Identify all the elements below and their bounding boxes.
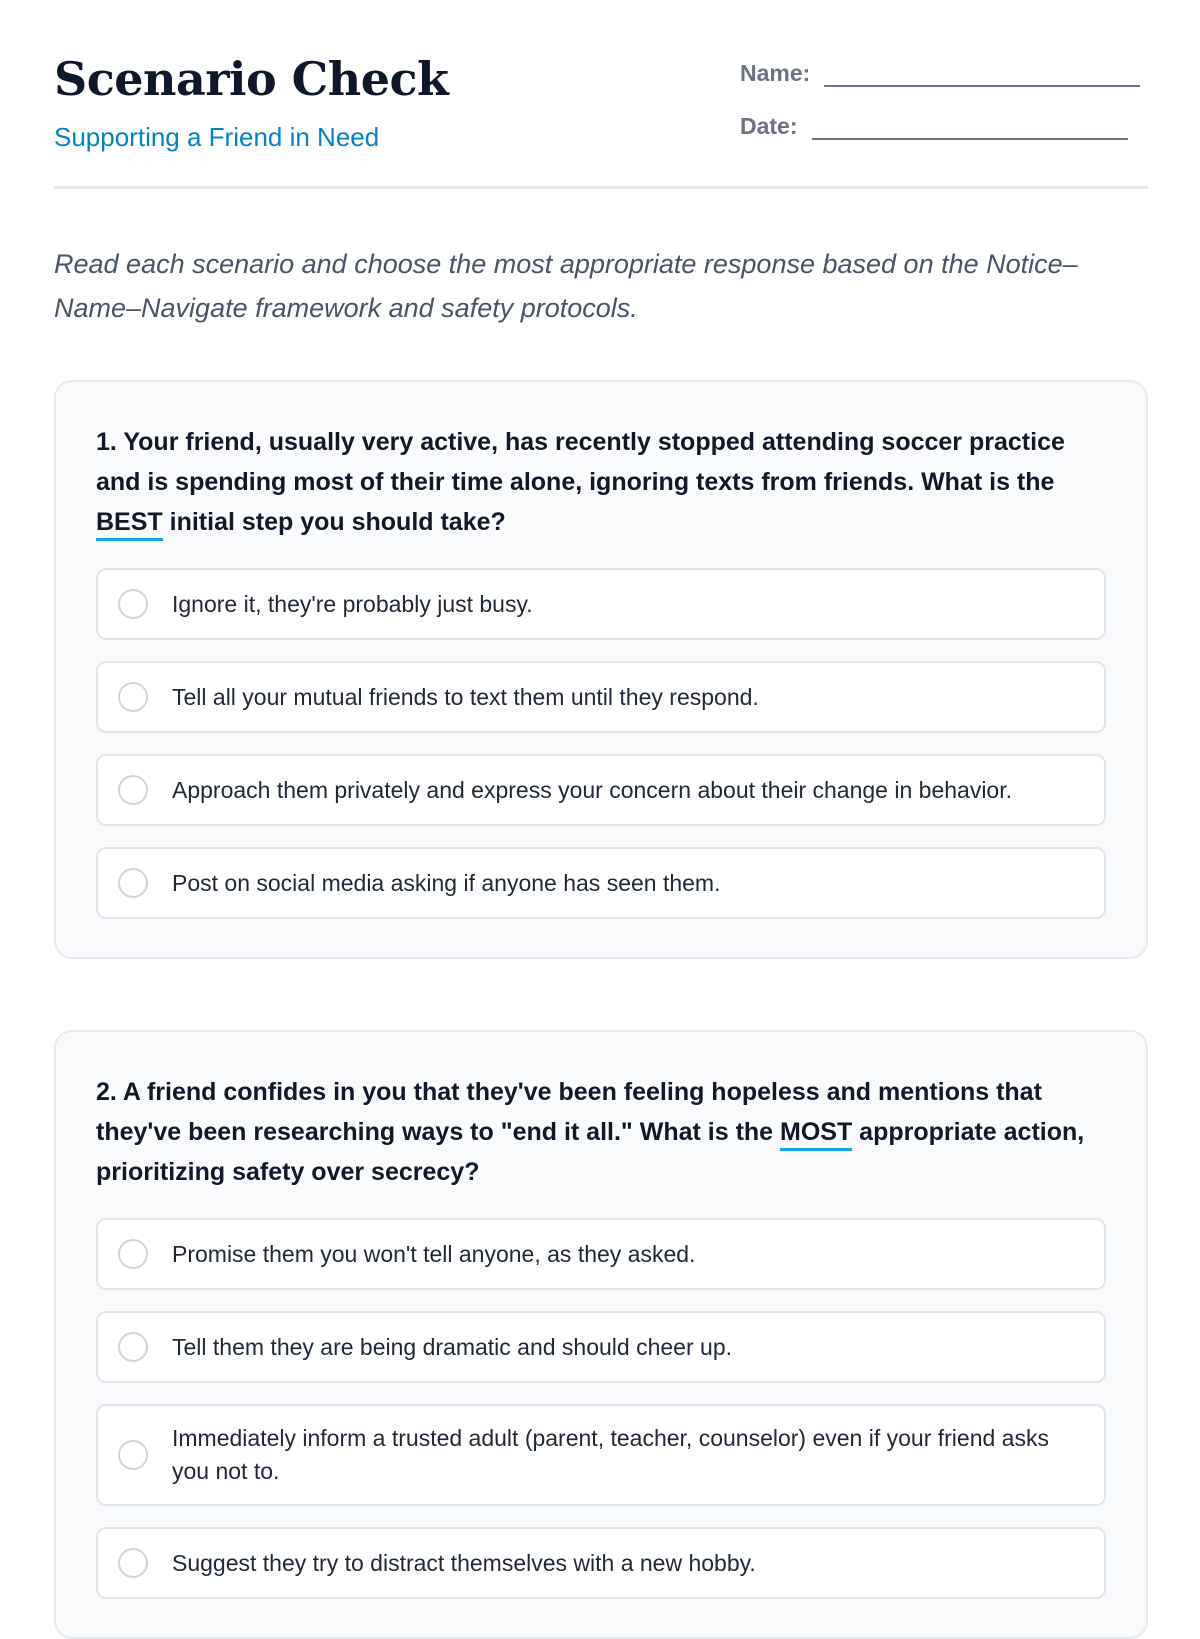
answer-option[interactable] (96, 1404, 1106, 1506)
question-emphasis: BEST (96, 508, 163, 541)
radio-button[interactable] (118, 1548, 148, 1578)
date-input-line[interactable] (812, 116, 1128, 140)
answer-option[interactable] (96, 1527, 1106, 1599)
answer-option[interactable] (96, 568, 1106, 640)
option-label: Tell all your mutual friends to text them until they respond. (172, 683, 759, 710)
date-label: Date: (740, 113, 798, 139)
name-label: Name: (740, 60, 811, 86)
worksheet-page (54, 0, 1148, 1576)
question-text-end: appropriate action, prioritizing safety over secrecy? (96, 1118, 1085, 1186)
worksheet-header (54, 0, 1148, 189)
answer-option[interactable] (96, 754, 1106, 826)
radio-button[interactable] (118, 589, 148, 619)
question-text-end: initial step you should take? (162, 508, 506, 536)
option-label: Tell them they are being dramatic and should cheer up. (172, 1333, 732, 1360)
page-subtitle: Supporting a Friend in Need (54, 122, 380, 152)
question-text (96, 1072, 1106, 1192)
answer-option[interactable] (96, 847, 1106, 919)
question-emphasis: MOST (780, 1118, 852, 1151)
answer-option[interactable] (96, 1311, 1106, 1383)
answer-option[interactable] (96, 661, 1106, 733)
answer-option[interactable] (96, 1218, 1106, 1290)
question-text-start: 2. A friend confides in you that they've been feeling hopeless and mentions that they've been researching ways to "end it all." What is the (96, 1078, 1042, 1146)
option-label: Suggest they try to distract themselves with a new hobby. (172, 1549, 756, 1576)
option-label: Ignore it, they're probably just busy. (172, 590, 533, 617)
page-title: Scenario Check (54, 52, 449, 106)
radio-button[interactable] (118, 1440, 148, 1470)
radio-button[interactable] (118, 1332, 148, 1362)
option-label: Immediately inform a trusted adult (parent, teacher, counselor) even if your friend asks you not to. (172, 1425, 1049, 1484)
instructions: Read each scenario and choose the most appropriate response based on the Notice–Name–Navigate framework and safety protocols. (54, 249, 1078, 323)
radio-button[interactable] (118, 775, 148, 805)
option-label: Promise them you won't tell anyone, as they asked. (172, 1240, 696, 1267)
question-card-2 (54, 1030, 1148, 1639)
date-field[interactable] (740, 113, 1128, 140)
name-input-line[interactable] (824, 63, 1140, 87)
option-label: Approach them privately and express your concern about their change in behavior. (172, 776, 1013, 803)
question-text-start: 1. Your friend, usually very active, has recently stopped attending soccer practice and is spending most of their time alone, ignoring texts from friends. What is the (96, 428, 1065, 496)
radio-button[interactable] (118, 682, 148, 712)
name-field[interactable] (740, 60, 1140, 87)
question-card-1 (54, 380, 1148, 959)
question-text (96, 422, 1106, 542)
radio-button[interactable] (118, 1239, 148, 1269)
radio-button[interactable] (118, 868, 148, 898)
option-label: Post on social media asking if anyone has seen them. (172, 869, 721, 896)
